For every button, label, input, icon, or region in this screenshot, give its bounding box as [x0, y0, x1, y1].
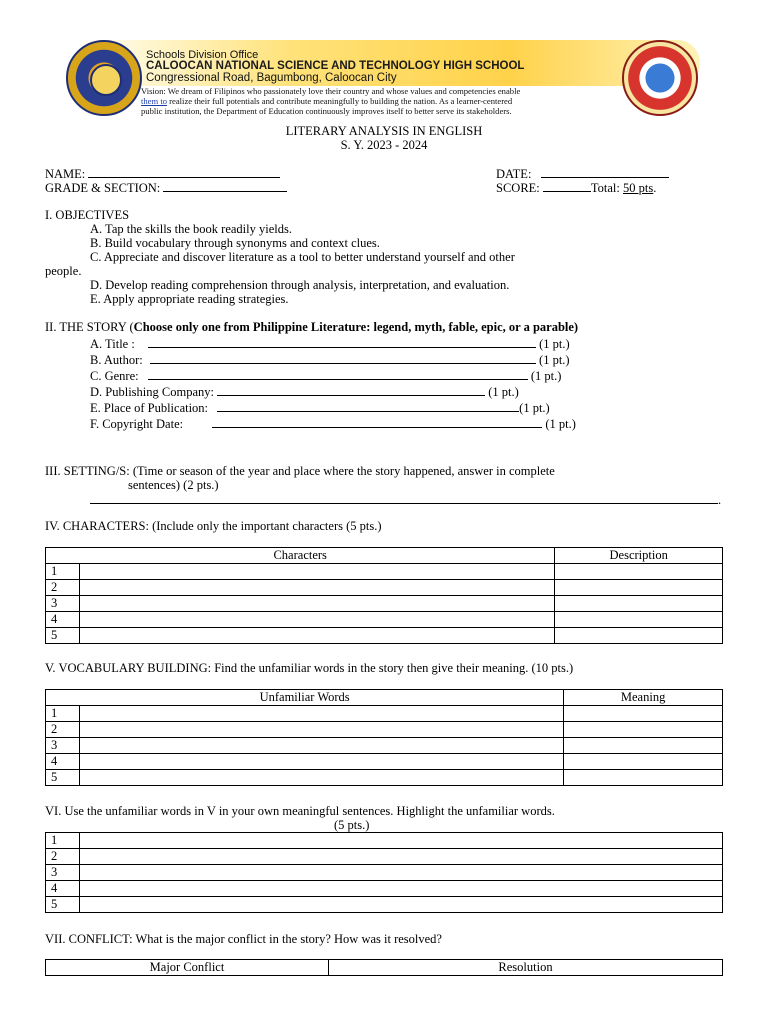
objective-c: C. Appreciate and discover literature as a tool to better understand yourself and other	[90, 250, 515, 264]
header-address: Congressional Road, Bagumbong, Caloocan City	[146, 72, 397, 84]
vision-line-3: public institution, the Department of Education continuously improves itself to better serve its stakeholders.	[141, 106, 512, 116]
genre-blank[interactable]	[148, 368, 528, 380]
objective-b: B. Build vocabulary through synonyms and context clues.	[90, 236, 380, 250]
resolution-col-header: Resolution	[329, 960, 723, 976]
objective-a: A. Tap the skills the book readily yields.	[90, 222, 292, 236]
description-cell[interactable]	[555, 596, 723, 612]
character-cell[interactable]	[80, 596, 555, 612]
table-row[interactable]: 1	[46, 564, 723, 580]
vocabulary-header-row	[46, 690, 723, 706]
major-conflict-col-header: Major Conflict	[46, 960, 329, 976]
table-row[interactable]: 3	[46, 738, 723, 754]
description-cell[interactable]	[555, 612, 723, 628]
sentence-cell[interactable]	[80, 881, 723, 897]
story-field-author[interactable]: B. Author: (1 pt.)	[90, 353, 570, 367]
word-cell[interactable]	[80, 722, 564, 738]
score-blank[interactable]	[543, 180, 591, 192]
meaning-cell[interactable]	[564, 738, 723, 754]
header-office: Schools Division Office	[146, 49, 259, 61]
total-value: 50 pts	[623, 181, 654, 195]
vocabulary-table	[45, 689, 723, 786]
story-field-genre[interactable]: C. Genre: (1 pt.)	[90, 369, 562, 383]
story-field-place[interactable]: E. Place of Publication: (1 pt.)	[90, 401, 550, 415]
description-cell[interactable]	[555, 580, 723, 596]
grade-section-label: GRADE & SECTION:	[45, 181, 161, 195]
characters-header-row	[46, 548, 723, 564]
sentence-cell[interactable]	[80, 833, 723, 849]
name-blank[interactable]	[88, 166, 280, 178]
schools-division-seal-logo	[66, 40, 142, 116]
table-row[interactable]: 1	[46, 706, 723, 722]
meaning-cell[interactable]	[564, 706, 723, 722]
description-col-header: Description	[555, 548, 723, 564]
date-blank[interactable]	[541, 166, 669, 178]
header-school-name: CALOOCAN NATIONAL SCIENCE AND TECHNOLOGY HIGH SCHOOL	[146, 60, 525, 72]
word-cell[interactable]	[80, 754, 564, 770]
sentences-table	[45, 832, 723, 913]
vision-line-1: Vision: We dream of Filipinos who passionately love their country and whose values and competencies enable	[141, 86, 521, 96]
table-row[interactable]: 4	[46, 612, 723, 628]
total-label: Total:	[590, 181, 620, 195]
table-row[interactable]: 4	[46, 881, 723, 897]
place-blank[interactable]	[217, 400, 519, 412]
setting-answer-line[interactable]: .	[90, 492, 721, 508]
table-row[interactable]: 5	[46, 897, 723, 913]
word-cell[interactable]	[80, 770, 564, 786]
school-year: S. Y. 2023 - 2024	[340, 138, 428, 152]
vocabulary-heading: V. VOCABULARY BUILDING: Find the unfamiliar words in the story then give their meaning. (10 pts.)	[45, 661, 574, 675]
table-row[interactable]: 4	[46, 754, 723, 770]
setting-heading: III. SETTING/S: (Time or season of the year and place where the story happened, answer in complete	[45, 464, 555, 478]
objective-e: E. Apply appropriate reading strategies.	[90, 292, 289, 306]
character-cell[interactable]	[80, 612, 555, 628]
vision-statement	[141, 86, 651, 116]
conflict-header-row	[46, 960, 723, 976]
characters-table	[45, 547, 723, 644]
meaning-col-header: Meaning	[564, 690, 723, 706]
title-blank[interactable]	[148, 336, 536, 348]
sentence-cell[interactable]	[80, 897, 723, 913]
description-cell[interactable]	[555, 628, 723, 644]
character-cell[interactable]	[80, 564, 555, 580]
table-row[interactable]: 5	[46, 628, 723, 644]
setting-blank[interactable]	[90, 492, 718, 504]
table-row[interactable]: 3	[46, 596, 723, 612]
objective-c-wrap: people.	[45, 264, 82, 278]
unfamiliar-words-col-header: Unfamiliar Words	[46, 690, 564, 706]
grade-section-field[interactable]	[45, 180, 287, 196]
word-cell[interactable]	[80, 706, 564, 722]
setting-heading-cont: sentences) (2 pts.)	[128, 478, 219, 492]
story-field-title[interactable]: A. Title : (1 pt.)	[90, 337, 570, 351]
conflict-heading: VII. CONFLICT: What is the major conflict in the story? How was it resolved?	[45, 932, 442, 946]
table-row[interactable]: 2	[46, 580, 723, 596]
author-blank[interactable]	[150, 352, 536, 364]
meaning-cell[interactable]	[564, 770, 723, 786]
story-heading: II. THE STORY (Choose only one from Philippine Literature: legend, myth, fable, epic, or a parable)	[45, 320, 579, 334]
grade-section-blank[interactable]	[163, 180, 287, 192]
conflict-table	[45, 959, 723, 976]
table-row[interactable]: 1	[46, 833, 723, 849]
characters-col-header: Characters	[46, 548, 555, 564]
table-row[interactable]: 2	[46, 849, 723, 865]
document-title: LITERARY ANALYSIS IN ENGLISH	[285, 124, 483, 138]
word-cell[interactable]	[80, 738, 564, 754]
score-label: SCORE:	[496, 181, 540, 195]
name-label: NAME:	[45, 167, 86, 181]
objective-d: D. Develop reading comprehension through analysis, interpretation, and evaluation.	[90, 278, 510, 292]
characters-heading: IV. CHARACTERS: (Include only the important characters (5 pts.)	[45, 519, 382, 533]
date-label: DATE:	[496, 167, 532, 181]
story-field-copyright[interactable]: F. Copyright Date: (1 pt.)	[90, 417, 576, 431]
objectives-heading: I. OBJECTIVES	[45, 208, 130, 222]
table-row[interactable]: 5	[46, 770, 723, 786]
table-row[interactable]: 2	[46, 722, 723, 738]
sentences-points: (5 pts.)	[334, 818, 370, 832]
copyright-blank[interactable]	[212, 416, 542, 428]
table-row[interactable]: 3	[46, 865, 723, 881]
vision-underlined-text: them to	[141, 96, 168, 106]
meaning-cell[interactable]	[564, 722, 723, 738]
sentences-heading: VI. Use the unfamiliar words in V in your own meaningful sentences. Highlight the unfamiliar words.	[45, 804, 555, 818]
story-field-publisher[interactable]: D. Publishing Company: (1 pt.)	[90, 385, 519, 399]
sentence-cell[interactable]	[80, 849, 723, 865]
sentence-cell[interactable]	[80, 865, 723, 881]
description-cell[interactable]	[555, 564, 723, 580]
meaning-cell[interactable]	[564, 754, 723, 770]
character-cell[interactable]	[80, 628, 555, 644]
character-cell[interactable]	[80, 580, 555, 596]
score-field[interactable]: SCORE: Total: 50 pts.	[496, 181, 657, 195]
vision-line-2: them to realize their full potentials and contribute meaningfully to building the nation. As a learner-centered	[141, 96, 513, 106]
publisher-blank[interactable]	[217, 384, 485, 396]
